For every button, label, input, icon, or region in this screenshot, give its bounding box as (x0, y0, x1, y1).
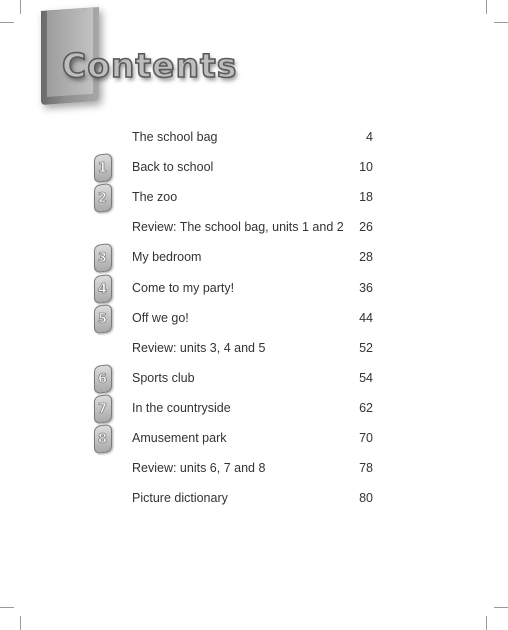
toc-entry (0, 333, 508, 363)
toc-entry (0, 242, 508, 272)
crop-mark (494, 607, 508, 608)
toc-entry-title: Review: units 6, 7 and 8 (132, 461, 266, 476)
toc-entry-page: 26 (359, 220, 373, 235)
crop-mark (20, 0, 21, 14)
unit-number: 6 (98, 371, 108, 387)
unit-number: 1 (98, 160, 108, 176)
unit-number: 8 (98, 431, 108, 447)
toc-entry-page: 36 (359, 280, 373, 295)
toc-entry (0, 303, 508, 333)
unit-number-badge (94, 243, 112, 273)
toc-entry (0, 483, 508, 513)
crop-mark (486, 0, 487, 14)
toc-entry-page: 10 (359, 160, 373, 175)
toc-entry-title: My bedroom (132, 250, 202, 265)
toc-entry-title: In the countryside (132, 400, 231, 415)
crop-mark (0, 22, 14, 23)
toc-entry-page: 70 (359, 431, 373, 445)
toc-entry-page: 52 (359, 340, 373, 355)
unit-number-badge (94, 424, 112, 454)
toc-entry (0, 363, 508, 393)
unit-number-badge (94, 304, 112, 334)
toc-entry (0, 273, 508, 303)
unit-number: 4 (98, 281, 108, 297)
toc-entry-title: Back to school (132, 160, 214, 175)
toc-entry-page: 4 (366, 130, 373, 144)
toc-entry-title: The school bag (132, 130, 218, 144)
crop-mark (494, 22, 508, 23)
toc-entry-title: Come to my party! (132, 280, 235, 295)
toc-entry-page: 54 (359, 370, 373, 385)
unit-number: 5 (98, 311, 108, 327)
toc-entry (0, 393, 508, 423)
toc-entry-title: Review: units 3, 4 and 5 (132, 340, 266, 355)
toc-entry-page: 80 (359, 491, 373, 506)
toc-entry-title: Picture dictionary (132, 491, 228, 506)
toc-entry-title: Sports club (132, 370, 195, 385)
toc-entry-page: 44 (359, 310, 373, 325)
toc-entry-page: 18 (359, 190, 373, 205)
unit-number-badge (94, 274, 112, 304)
unit-number-badge (94, 153, 112, 183)
unit-number-badge (94, 394, 112, 424)
crop-mark (0, 607, 14, 608)
toc-entry (0, 122, 508, 152)
toc-entry (0, 212, 508, 242)
toc-entry-title: Review: The school bag, units 1 and 2 (132, 220, 344, 235)
page-title: Contents (62, 46, 238, 85)
toc-entry-title: Amusement park (132, 431, 227, 445)
unit-number: 7 (98, 401, 108, 417)
crop-mark (20, 616, 21, 630)
toc-entry (0, 453, 508, 483)
toc-entry (0, 423, 508, 453)
toc-entry-page: 28 (359, 250, 373, 265)
toc-entry-page: 62 (359, 400, 373, 415)
toc-entry-title: Off we go! (132, 310, 189, 325)
toc-entry-title: The zoo (132, 190, 178, 205)
toc-entry (0, 152, 508, 182)
unit-number-badge (94, 364, 112, 394)
unit-number: 2 (98, 190, 108, 206)
unit-number: 3 (98, 250, 108, 266)
unit-number-badge (94, 183, 112, 213)
toc-entry (0, 182, 508, 212)
crop-mark (486, 616, 487, 630)
toc-entry-page: 78 (359, 461, 373, 476)
